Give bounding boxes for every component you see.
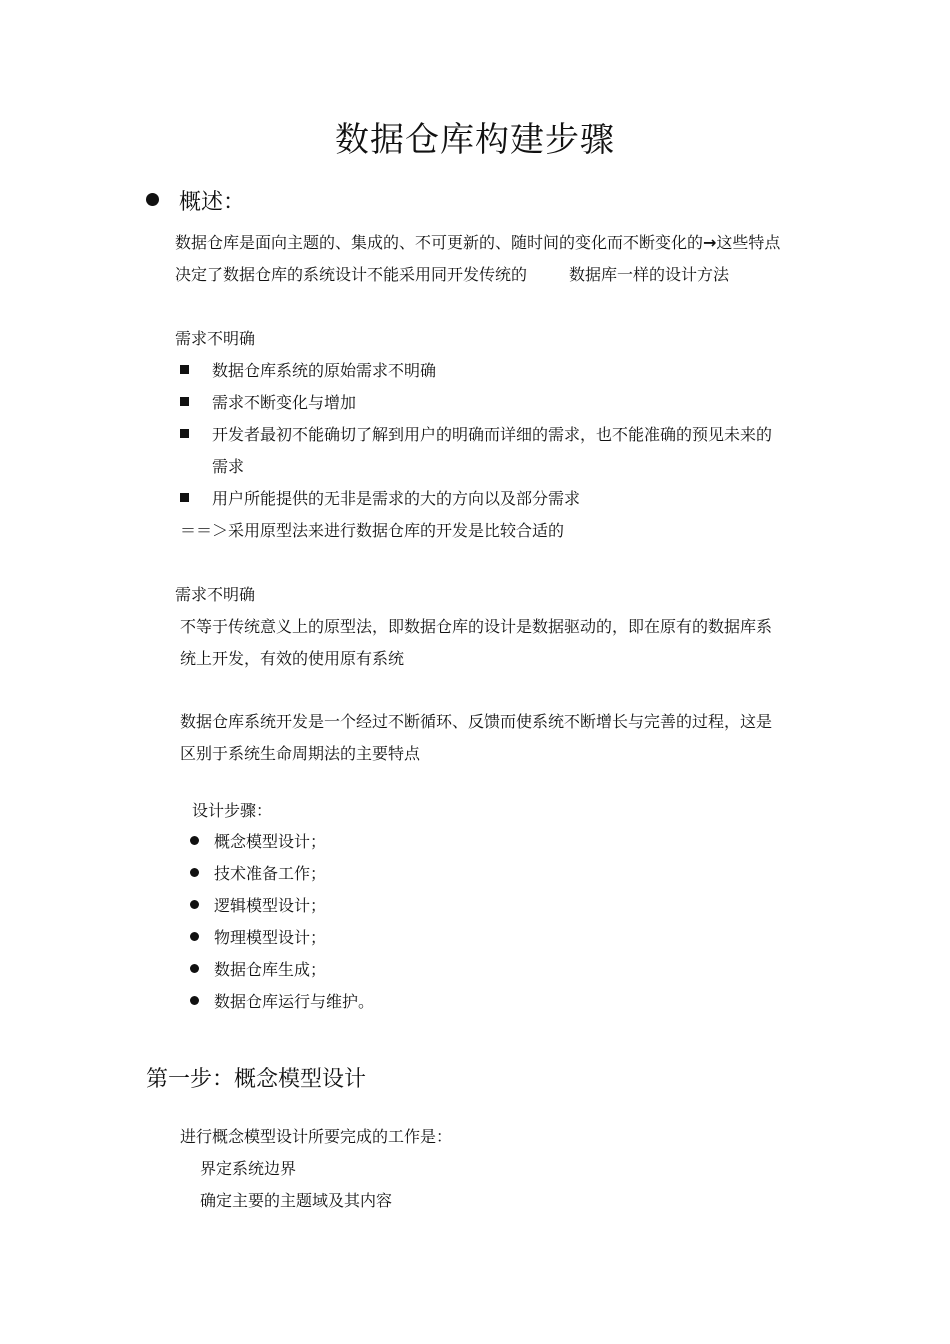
bullet-dot-icon <box>190 932 199 941</box>
req1-item-continuation: 需求 <box>212 457 245 476</box>
step-list-item <box>190 829 326 852</box>
cycle-line-1: 数据仓库系统开发是一个经过不断循环、反馈而使系统不断增长与完善的过程，这是 <box>180 712 773 731</box>
overview-line-2b: 数据库一样的设计方法 <box>569 265 730 284</box>
req1-item <box>180 422 772 445</box>
square-bullet-icon <box>180 365 189 374</box>
page-title: 数据仓库构建步骤 <box>335 120 615 160</box>
step-list-item-text: 数据仓库生成； <box>214 960 327 979</box>
step-list-item-text: 逻辑模型设计； <box>214 896 327 915</box>
overview-heading <box>146 185 245 216</box>
steps-label: 设计步骤： <box>192 801 273 820</box>
bullet-dot-icon <box>190 836 199 845</box>
step1-item: 界定系统边界 <box>200 1159 297 1178</box>
step-list-item-text: 物理模型设计； <box>214 928 327 947</box>
req1-item-text: 开发者最初不能确切了解到用户的明确而详细的需求，也不能准确的预见未来的 <box>212 425 773 444</box>
bullet-dot-icon <box>190 964 199 973</box>
bullet-dot-icon <box>190 996 199 1005</box>
overview-heading-text: 概述： <box>179 190 246 215</box>
req1-item-text: 用户所能提供的无非是需求的大的方向以及部分需求 <box>212 489 581 508</box>
step-list-item <box>190 861 326 884</box>
req2-label: 需求不明确 <box>175 585 256 604</box>
req1-item <box>180 390 356 413</box>
square-bullet-icon <box>180 429 189 438</box>
req2-line-2: 统上开发，有效的使用原有系统 <box>180 649 405 668</box>
overview-line-1 <box>175 230 780 253</box>
square-bullet-icon <box>180 397 189 406</box>
req1-label: 需求不明确 <box>175 329 256 348</box>
cycle-line-2: 区别于系统生命周期法的主要特点 <box>180 744 421 763</box>
step-list-item <box>190 893 326 916</box>
step-list-item-text: 技术准备工作； <box>214 864 327 883</box>
req1-item <box>180 358 436 381</box>
bullet-dot-icon <box>190 868 199 877</box>
step1-item: 确定主要的主题域及其内容 <box>200 1191 393 1210</box>
bullet-dot-icon <box>190 900 199 909</box>
square-bullet-icon <box>180 493 189 502</box>
overview-line-1-text: 数据仓库是面向主题的、集成的、不可更新的、随时间的变化而不断变化的 <box>175 233 704 252</box>
overview-line-2a: 决定了数据仓库的系统设计不能采用同开发传统的 <box>175 265 528 284</box>
overview-line-1-tail: 这些特点 <box>716 233 781 252</box>
req1-conclusion: ＝＝＞采用原型法来进行数据仓库的开发是比较合适的 <box>180 521 565 540</box>
overview-line-2 <box>175 262 729 285</box>
step1-intro: 进行概念模型设计所要完成的工作是： <box>180 1127 453 1146</box>
req2-line-1: 不等于传统意义上的原型法，即数据仓库的设计是数据驱动的，即在原有的数据库系 <box>180 617 773 636</box>
step-list-item-text: 概念模型设计； <box>214 832 327 851</box>
step-list-item <box>190 925 326 948</box>
step-list-item-text: 数据仓库运行与维护。 <box>214 992 375 1011</box>
req1-item-text: 需求不断变化与增加 <box>212 393 357 412</box>
right-arrow-icon: → <box>703 233 717 252</box>
bullet-dot-icon <box>146 193 159 206</box>
step1-title: 第一步：概念模型设计 <box>146 1067 367 1092</box>
step-list-item <box>190 989 374 1012</box>
step-list-item <box>190 957 326 980</box>
req1-item <box>180 486 580 509</box>
req1-item-text: 数据仓库系统的原始需求不明确 <box>212 361 437 380</box>
